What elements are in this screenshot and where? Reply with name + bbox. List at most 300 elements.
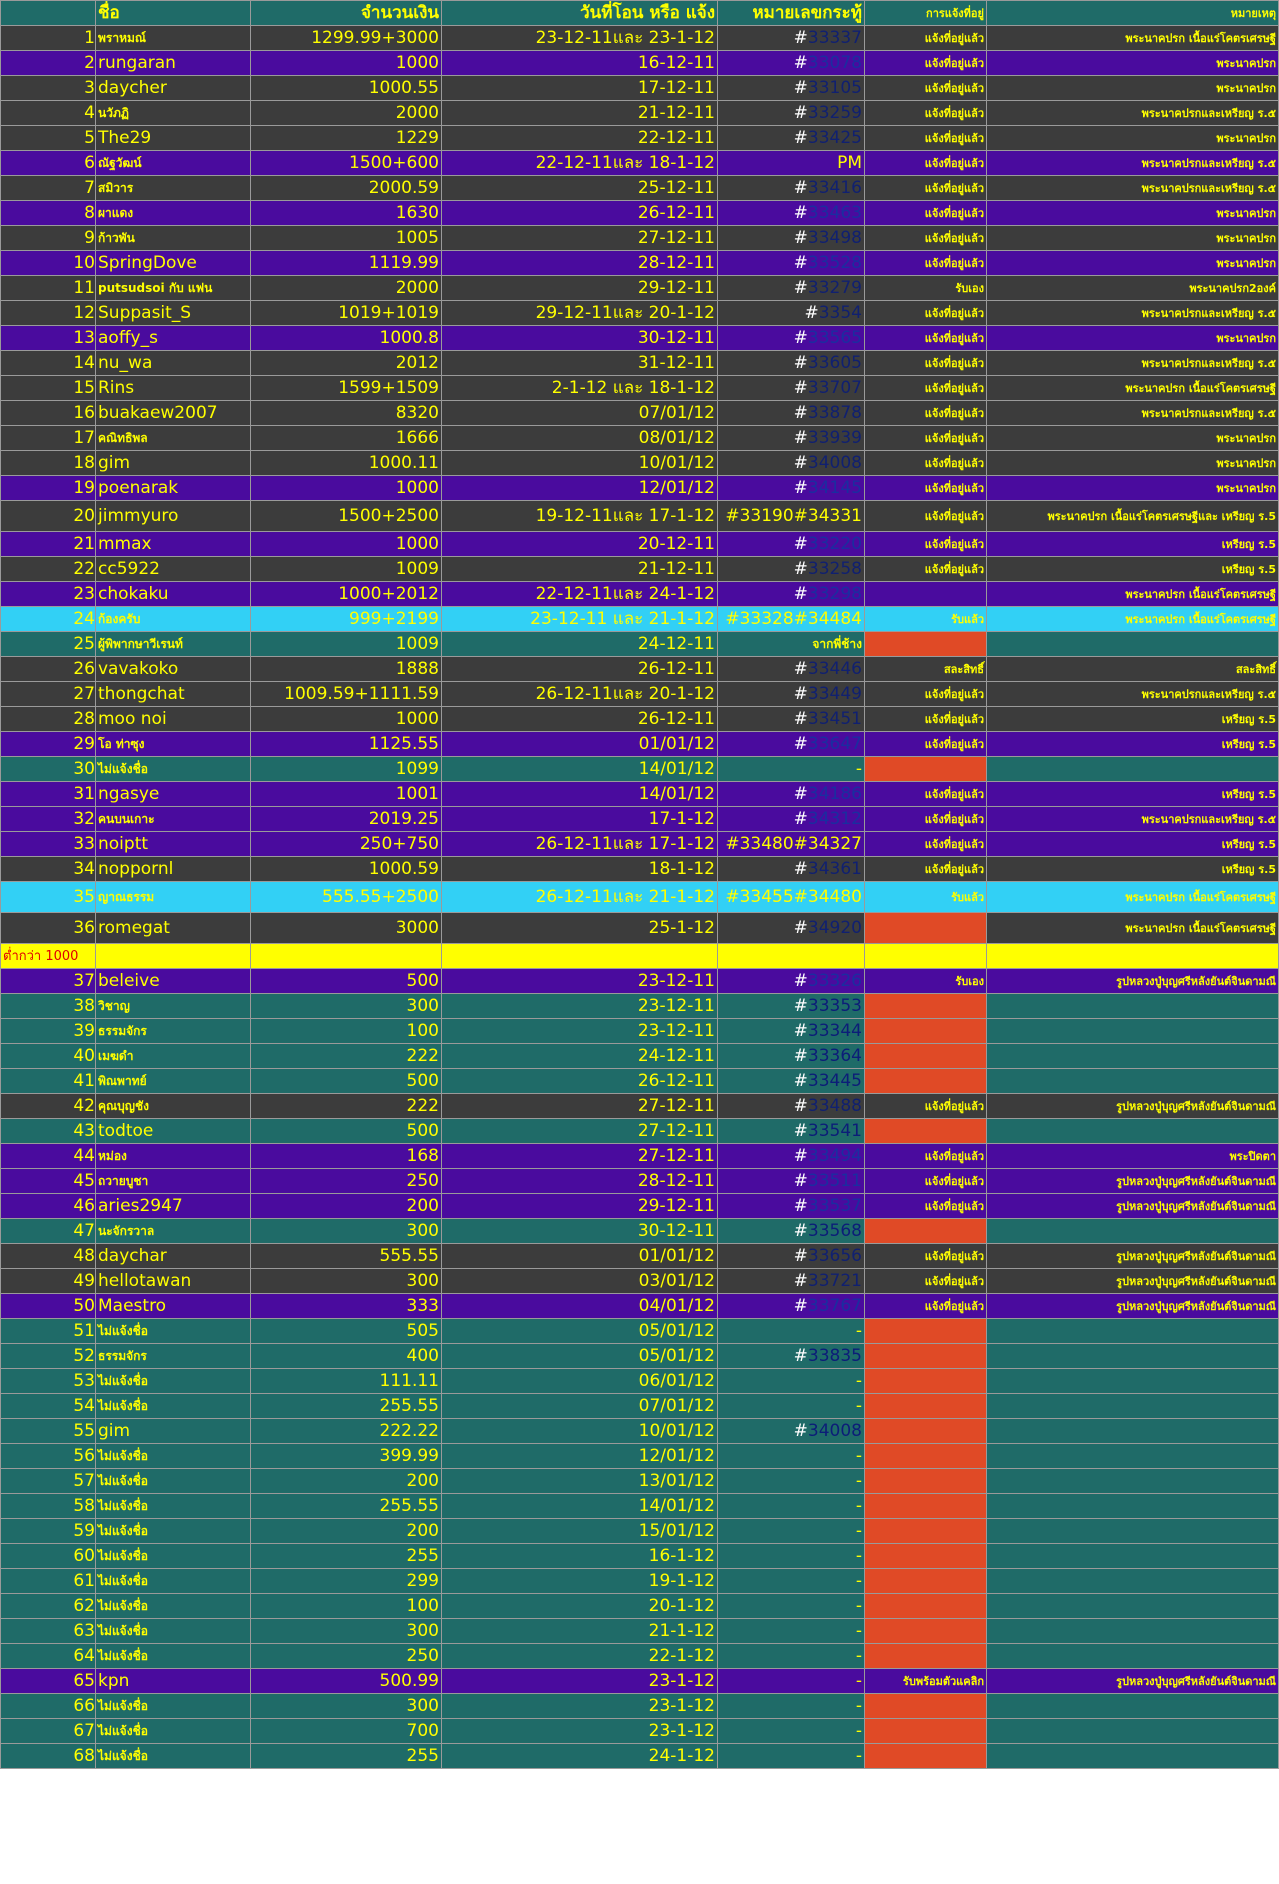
- hash-mark: #: [793, 733, 808, 754]
- amount-cell: 505: [251, 1319, 442, 1344]
- note-cell: เหรียญ ร.5: [987, 707, 1279, 732]
- row-number: 15: [1, 376, 96, 401]
- ticket-cell: [718, 426, 865, 451]
- ticket-cell: [718, 1169, 865, 1194]
- date-cell: 21-12-11: [442, 101, 718, 126]
- amount-cell: 1000+2012: [251, 582, 442, 607]
- amount-cell: 1500+600: [251, 151, 442, 176]
- hash-mark: #: [793, 202, 808, 223]
- ticket-cell: -: [718, 1469, 865, 1494]
- date-cell: 01/01/12: [442, 732, 718, 757]
- row-number: 68: [1, 1744, 96, 1769]
- donor-name: rungaran: [96, 51, 251, 76]
- table-row: [1, 757, 1279, 782]
- ticket-cell: [718, 1094, 865, 1119]
- donor-name: คุณบุญชัง: [96, 1094, 251, 1119]
- note-cell: พระนาคปรก เนื้อแร่โคตรเศรษฐี: [987, 26, 1279, 51]
- date-cell: 25-12-11: [442, 176, 718, 201]
- address-status-cell: แจ้งที่อยู่แล้ว: [865, 1294, 987, 1319]
- table-row: [1, 1169, 1279, 1194]
- row-number: 14: [1, 351, 96, 376]
- table-row: [1, 1044, 1279, 1069]
- donor-name: ไม่แจ้งชื่อ: [96, 1744, 251, 1769]
- donor-name: พิณพาทย์: [96, 1069, 251, 1094]
- note-cell: พระนาคปรกและเหรียญ ร.๕: [987, 176, 1279, 201]
- donor-name: nu_wa: [96, 351, 251, 376]
- table-row: [1, 969, 1279, 994]
- ticket-number: 33364: [807, 1045, 862, 1066]
- date-cell: 10/01/12: [442, 1419, 718, 1444]
- table-row: [1, 426, 1279, 451]
- donor-name: ไม่แจ้งชื่อ: [96, 1644, 251, 1669]
- address-status-cell: แจ้งที่อยู่แล้ว: [865, 1169, 987, 1194]
- note-cell: [987, 1744, 1279, 1769]
- address-status-cell: [865, 1469, 987, 1494]
- ticket-cell: -: [718, 1694, 865, 1719]
- ticket-cell: -: [718, 1444, 865, 1469]
- ticket-cell: [718, 326, 865, 351]
- address-status-cell: [865, 1019, 987, 1044]
- note-cell: รูปหลวงปู่บุญศรีหลังยันต์จินดามณี: [987, 1294, 1279, 1319]
- ticket-number: 34920: [807, 917, 862, 938]
- hash-mark: #: [793, 477, 808, 498]
- donor-name: ไม่แจ้งชื่อ: [96, 1719, 251, 1744]
- donor-name: ก้าวพัน: [96, 226, 251, 251]
- donor-name: aries2947: [96, 1194, 251, 1219]
- ticket-number: 33298: [807, 583, 862, 604]
- note-cell: รูปหลวงปู่บุญศรีหลังยันต์จินดามณี: [987, 1669, 1279, 1694]
- row-number: 35: [1, 882, 96, 913]
- amount-cell: 1009.59+1111.59: [251, 682, 442, 707]
- amount-cell: 100: [251, 1594, 442, 1619]
- ticket-cell: -: [718, 1644, 865, 1669]
- ticket-number: 33353: [807, 995, 862, 1016]
- ticket-cell: [718, 707, 865, 732]
- ticket-cell: -: [718, 1719, 865, 1744]
- hash-mark: #: [793, 1295, 808, 1316]
- hash-mark: #: [793, 1170, 808, 1191]
- row-number: 36: [1, 913, 96, 944]
- ticket-cell: #33328#34484: [718, 607, 865, 632]
- note-cell: พระนาคปรก เนื้อแร่โคตรเศรษฐี: [987, 913, 1279, 944]
- date-cell: 27-12-11: [442, 1119, 718, 1144]
- address-status-cell: [865, 1694, 987, 1719]
- row-number: 21: [1, 532, 96, 557]
- table-row: [1, 226, 1279, 251]
- amount-cell: 555.55+2500: [251, 882, 442, 913]
- date-cell: 12/01/12: [442, 476, 718, 501]
- date-cell: 06/01/12: [442, 1369, 718, 1394]
- address-status-cell: แจ้งที่อยู่แล้ว: [865, 832, 987, 857]
- donor-name: mmax: [96, 532, 251, 557]
- address-status-cell: รับเอง: [865, 276, 987, 301]
- address-status-cell: [865, 1494, 987, 1519]
- note-cell: พระนาคปรกและเหรียญ ร.๕: [987, 682, 1279, 707]
- row-number: 26: [1, 657, 96, 682]
- table-row: [1, 1444, 1279, 1469]
- amount-cell: 1000: [251, 476, 442, 501]
- donor-name: วิชาญ: [96, 994, 251, 1019]
- donor-name: romegat: [96, 913, 251, 944]
- amount-cell: 1599+1509: [251, 376, 442, 401]
- hash-mark: #: [793, 352, 808, 373]
- address-status-cell: แจ้งที่อยู่แล้ว: [865, 501, 987, 532]
- ticket-cell: [718, 657, 865, 682]
- hash-mark: #: [793, 995, 808, 1016]
- note-cell: [987, 1119, 1279, 1144]
- table-row: [1, 913, 1279, 944]
- address-status-cell: [865, 582, 987, 607]
- note-cell: [987, 1494, 1279, 1519]
- address-status-cell: แจ้งที่อยู่แล้ว: [865, 401, 987, 426]
- donor-name: ไม่แจ้งชื่อ: [96, 1319, 251, 1344]
- note-cell: พระนาคปรก: [987, 51, 1279, 76]
- row-number: 57: [1, 1469, 96, 1494]
- note-cell: [987, 1469, 1279, 1494]
- address-status-cell: แจ้งที่อยู่แล้ว: [865, 1194, 987, 1219]
- table-row: [1, 201, 1279, 226]
- row-number: 62: [1, 1594, 96, 1619]
- table-row: [1, 882, 1279, 913]
- ticket-cell: [718, 807, 865, 832]
- amount-cell: 255.55: [251, 1394, 442, 1419]
- ticket-number: 33568: [807, 1220, 862, 1241]
- donor-name: vavakoko: [96, 657, 251, 682]
- row-number: 58: [1, 1494, 96, 1519]
- note-cell: เหรียญ ร.5: [987, 732, 1279, 757]
- ticket-cell: [718, 782, 865, 807]
- table-row: [1, 1569, 1279, 1594]
- ticket-number: 33656: [807, 1245, 862, 1266]
- ticket-cell: [718, 557, 865, 582]
- amount-cell: 400: [251, 1344, 442, 1369]
- donor-name: ไม่แจ้งชื่อ: [96, 1619, 251, 1644]
- table-row: [1, 1744, 1279, 1769]
- ticket-cell: [718, 126, 865, 151]
- row-number: 52: [1, 1344, 96, 1369]
- donor-name: hellotawan: [96, 1269, 251, 1294]
- table-row: [1, 1469, 1279, 1494]
- amount-cell: 333: [251, 1294, 442, 1319]
- row-number: 8: [1, 201, 96, 226]
- note-cell: รูปหลวงปู่บุญศรีหลังยันต์จินดามณี: [987, 1169, 1279, 1194]
- table-row: [1, 1069, 1279, 1094]
- note-cell: พระนาคปรก: [987, 451, 1279, 476]
- table-row: [1, 101, 1279, 126]
- hash-mark: #: [793, 1220, 808, 1241]
- address-status-cell: [865, 994, 987, 1019]
- donor-name: Maestro: [96, 1294, 251, 1319]
- donor-name: gim: [96, 1419, 251, 1444]
- note-cell: พระนาคปรก เนื้อแร่โคตรเศรษฐี: [987, 376, 1279, 401]
- date-cell: 23-12-11และ 23-1-12: [442, 26, 718, 51]
- donor-name: นวัภฏิ: [96, 101, 251, 126]
- donor-name: cc5922: [96, 557, 251, 582]
- ticket-number: 33878: [807, 402, 862, 423]
- hash-mark: #: [793, 102, 808, 123]
- ticket-cell: [718, 732, 865, 757]
- address-status-cell: แจ้งที่อยู่แล้ว: [865, 682, 987, 707]
- table-row: [1, 1144, 1279, 1169]
- table-row: [1, 1519, 1279, 1544]
- donor-name: todtoe: [96, 1119, 251, 1144]
- ticket-number: 33344: [807, 1020, 862, 1041]
- ticket-number: 33445: [807, 1070, 862, 1091]
- date-cell: 21-1-12: [442, 1619, 718, 1644]
- amount-cell: 1001: [251, 782, 442, 807]
- hash-mark: #: [793, 27, 808, 48]
- amount-cell: 300: [251, 1219, 442, 1244]
- address-status-cell: [865, 757, 987, 782]
- row-number: 29: [1, 732, 96, 757]
- date-cell: 26-12-11: [442, 1069, 718, 1094]
- section-divider-cell: [987, 944, 1279, 969]
- ticket-number: 33647: [807, 733, 862, 754]
- amount-cell: 300: [251, 1619, 442, 1644]
- donor-name: aoffy_s: [96, 326, 251, 351]
- donor-name: ไม่แจ้งชื่อ: [96, 1394, 251, 1419]
- table-row: [1, 732, 1279, 757]
- note-cell: เหรียญ ร.5: [987, 832, 1279, 857]
- amount-cell: 1000.59: [251, 857, 442, 882]
- ticket-cell: -: [718, 1619, 865, 1644]
- ticket-cell: [718, 1269, 865, 1294]
- note-cell: พระนาคปรกและเหรียญ ร.๕: [987, 807, 1279, 832]
- table-row: [1, 326, 1279, 351]
- ticket-number: 33605: [807, 352, 862, 373]
- amount-cell: 1666: [251, 426, 442, 451]
- ticket-number: 3354: [818, 302, 862, 323]
- row-number: 48: [1, 1244, 96, 1269]
- table-row: [1, 582, 1279, 607]
- row-number: 25: [1, 632, 96, 657]
- section-divider-cell: [96, 944, 251, 969]
- amount-cell: 1299.99+3000: [251, 26, 442, 51]
- note-cell: [987, 1594, 1279, 1619]
- ticket-number: 34008: [807, 452, 862, 473]
- address-status-cell: [865, 1619, 987, 1644]
- donor-name: ไม่แจ้งชื่อ: [96, 1694, 251, 1719]
- table-row: [1, 126, 1279, 151]
- address-status-cell: รับพร้อมตัวแคลิก: [865, 1669, 987, 1694]
- ticket-cell: [718, 1219, 865, 1244]
- address-status-cell: แจ้งที่อยู่แล้ว: [865, 251, 987, 276]
- table-row: [1, 994, 1279, 1019]
- date-cell: 24-12-11: [442, 1044, 718, 1069]
- note-cell: [987, 757, 1279, 782]
- date-cell: 23-12-11: [442, 969, 718, 994]
- address-status-cell: [865, 1344, 987, 1369]
- table-row: [1, 807, 1279, 832]
- ticket-number: 33259: [807, 102, 862, 123]
- note-cell: พระนาคปรก เนื้อแร่โคตรเศรษฐี: [987, 582, 1279, 607]
- table-row: [1, 301, 1279, 326]
- hash-mark: #: [793, 427, 808, 448]
- note-cell: พระนาคปรกและเหรียญ ร.๕: [987, 401, 1279, 426]
- date-cell: 07/01/12: [442, 1394, 718, 1419]
- address-status-cell: แจ้งที่อยู่แล้ว: [865, 326, 987, 351]
- note-cell: รูปหลวงปู่บุญศรีหลังยันต์จินดามณี: [987, 1094, 1279, 1119]
- date-cell: 19-12-11และ 17-1-12: [442, 501, 718, 532]
- row-number: 17: [1, 426, 96, 451]
- address-status-cell: แจ้งที่อยู่แล้ว: [865, 451, 987, 476]
- address-status-cell: [865, 1419, 987, 1444]
- row-number: 49: [1, 1269, 96, 1294]
- row-number: 37: [1, 969, 96, 994]
- table-row: [1, 1719, 1279, 1744]
- date-cell: 20-12-11: [442, 532, 718, 557]
- note-cell: [987, 1044, 1279, 1069]
- amount-cell: 200: [251, 1194, 442, 1219]
- donor-name: daychar: [96, 1244, 251, 1269]
- date-cell: 24-12-11: [442, 632, 718, 657]
- ticket-number: 33565: [807, 327, 862, 348]
- hash-mark: #: [793, 1345, 808, 1366]
- donor-name: ผาแดง: [96, 201, 251, 226]
- date-cell: 07/01/12: [442, 401, 718, 426]
- row-number: 3: [1, 76, 96, 101]
- amount-cell: 1500+2500: [251, 501, 442, 532]
- ticket-cell: [718, 251, 865, 276]
- table-row: [1, 376, 1279, 401]
- address-status-cell: แจ้งที่อยู่แล้ว: [865, 807, 987, 832]
- ticket-number: 33511: [807, 1170, 862, 1191]
- address-status-cell: [865, 1594, 987, 1619]
- note-cell: พระนาคปรก: [987, 476, 1279, 501]
- address-status-cell: [865, 1044, 987, 1069]
- note-cell: รูปหลวงปู่บุญศรีหลังยันต์จินดามณี: [987, 969, 1279, 994]
- hash-mark: #: [793, 1245, 808, 1266]
- amount-cell: 2019.25: [251, 807, 442, 832]
- donor-name: ไม่แจ้งชื่อ: [96, 1519, 251, 1544]
- amount-cell: 250: [251, 1169, 442, 1194]
- ticket-cell: [718, 1119, 865, 1144]
- address-status-cell: แจ้งที่อยู่แล้ว: [865, 201, 987, 226]
- row-number: 11: [1, 276, 96, 301]
- note-cell: [987, 1219, 1279, 1244]
- date-cell: 26-12-11: [442, 201, 718, 226]
- note-cell: [987, 1444, 1279, 1469]
- ticket-cell: [718, 376, 865, 401]
- ticket-cell: [718, 351, 865, 376]
- date-cell: 22-12-11: [442, 126, 718, 151]
- amount-cell: 1019+1019: [251, 301, 442, 326]
- amount-cell: 1630: [251, 201, 442, 226]
- row-number: 18: [1, 451, 96, 476]
- note-cell: เหรียญ ร.5: [987, 782, 1279, 807]
- amount-cell: 1119.99: [251, 251, 442, 276]
- hash-mark: #: [793, 277, 808, 298]
- note-cell: รูปหลวงปู่บุญศรีหลังยันต์จินดามณี: [987, 1269, 1279, 1294]
- hash-mark: #: [793, 783, 808, 804]
- ticket-cell: [718, 51, 865, 76]
- amount-cell: 1009: [251, 557, 442, 582]
- donor-name: noiptt: [96, 832, 251, 857]
- row-number: 32: [1, 807, 96, 832]
- table-row: [1, 632, 1279, 657]
- hash-mark: #: [804, 302, 819, 323]
- date-cell: 26-12-11และ 21-1-12: [442, 882, 718, 913]
- ticket-number: 33449: [807, 683, 862, 704]
- address-status-cell: แจ้งที่อยู่แล้ว: [865, 857, 987, 882]
- table-row: [1, 351, 1279, 376]
- address-status-cell: [865, 913, 987, 944]
- ticket-number: 33279: [807, 277, 862, 298]
- table-row: [1, 857, 1279, 882]
- table-row: [1, 476, 1279, 501]
- ticket-cell: -: [718, 1494, 865, 1519]
- amount-cell: 700: [251, 1719, 442, 1744]
- table-row: [1, 1344, 1279, 1369]
- ticket-number: 33078: [807, 52, 862, 73]
- hash-mark: #: [793, 402, 808, 423]
- table-row: [1, 557, 1279, 582]
- note-cell: พระนาคปรก2องค์: [987, 276, 1279, 301]
- ticket-number: 33721: [807, 1270, 862, 1291]
- amount-cell: 1229: [251, 126, 442, 151]
- ticket-number: 33220: [807, 533, 862, 554]
- address-status-cell: แจ้งที่อยู่แล้ว: [865, 51, 987, 76]
- note-cell: เหรียญ ร.5: [987, 857, 1279, 882]
- table-row: [1, 276, 1279, 301]
- address-status-cell: แจ้งที่อยู่แล้ว: [865, 76, 987, 101]
- amount-cell: 1888: [251, 657, 442, 682]
- table-row: [1, 1244, 1279, 1269]
- hash-mark: #: [793, 970, 808, 991]
- section-divider-cell: [442, 944, 718, 969]
- donor-name: ไม่แจ้งชื่อ: [96, 1569, 251, 1594]
- address-status-cell: แจ้งที่อยู่แล้ว: [865, 732, 987, 757]
- ticket-cell: [718, 913, 865, 944]
- address-status-cell: แจ้งที่อยู่แล้ว: [865, 557, 987, 582]
- donor-name: หม่อง: [96, 1144, 251, 1169]
- section-divider-cell: [251, 944, 442, 969]
- ticket-cell: [718, 1244, 865, 1269]
- header-amount: จำนวนเงิน: [251, 1, 442, 26]
- note-cell: พระนาคปรก: [987, 201, 1279, 226]
- ticket-number: 33258: [807, 558, 862, 579]
- row-number: 66: [1, 1694, 96, 1719]
- table-row: [1, 532, 1279, 557]
- amount-cell: 1125.55: [251, 732, 442, 757]
- amount-cell: 1009: [251, 632, 442, 657]
- date-cell: 22-12-11และ 18-1-12: [442, 151, 718, 176]
- donor-name: ก้องครับ: [96, 607, 251, 632]
- date-cell: 27-12-11: [442, 1144, 718, 1169]
- note-cell: [987, 1394, 1279, 1419]
- hash-mark: #: [793, 658, 808, 679]
- donor-name: นะจักรวาล: [96, 1219, 251, 1244]
- date-cell: 29-12-11และ 20-1-12: [442, 301, 718, 326]
- ticket-cell: PM: [718, 151, 865, 176]
- row-number: 64: [1, 1644, 96, 1669]
- address-status-cell: [865, 1394, 987, 1419]
- date-cell: 16-1-12: [442, 1544, 718, 1569]
- hash-mark: #: [793, 52, 808, 73]
- table-body: [1, 1, 1279, 1769]
- amount-cell: 1000.55: [251, 76, 442, 101]
- table-row: [1, 251, 1279, 276]
- hash-mark: #: [793, 177, 808, 198]
- note-cell: [987, 1544, 1279, 1569]
- ticket-number: 33326: [807, 970, 862, 991]
- date-cell: 22-1-12: [442, 1644, 718, 1669]
- donor-name: chokaku: [96, 582, 251, 607]
- header-date: วันที่โอน หรือ แจ้ง: [442, 1, 718, 26]
- hash-mark: #: [793, 808, 808, 829]
- table-row: [1, 1194, 1279, 1219]
- date-cell: 20-1-12: [442, 1594, 718, 1619]
